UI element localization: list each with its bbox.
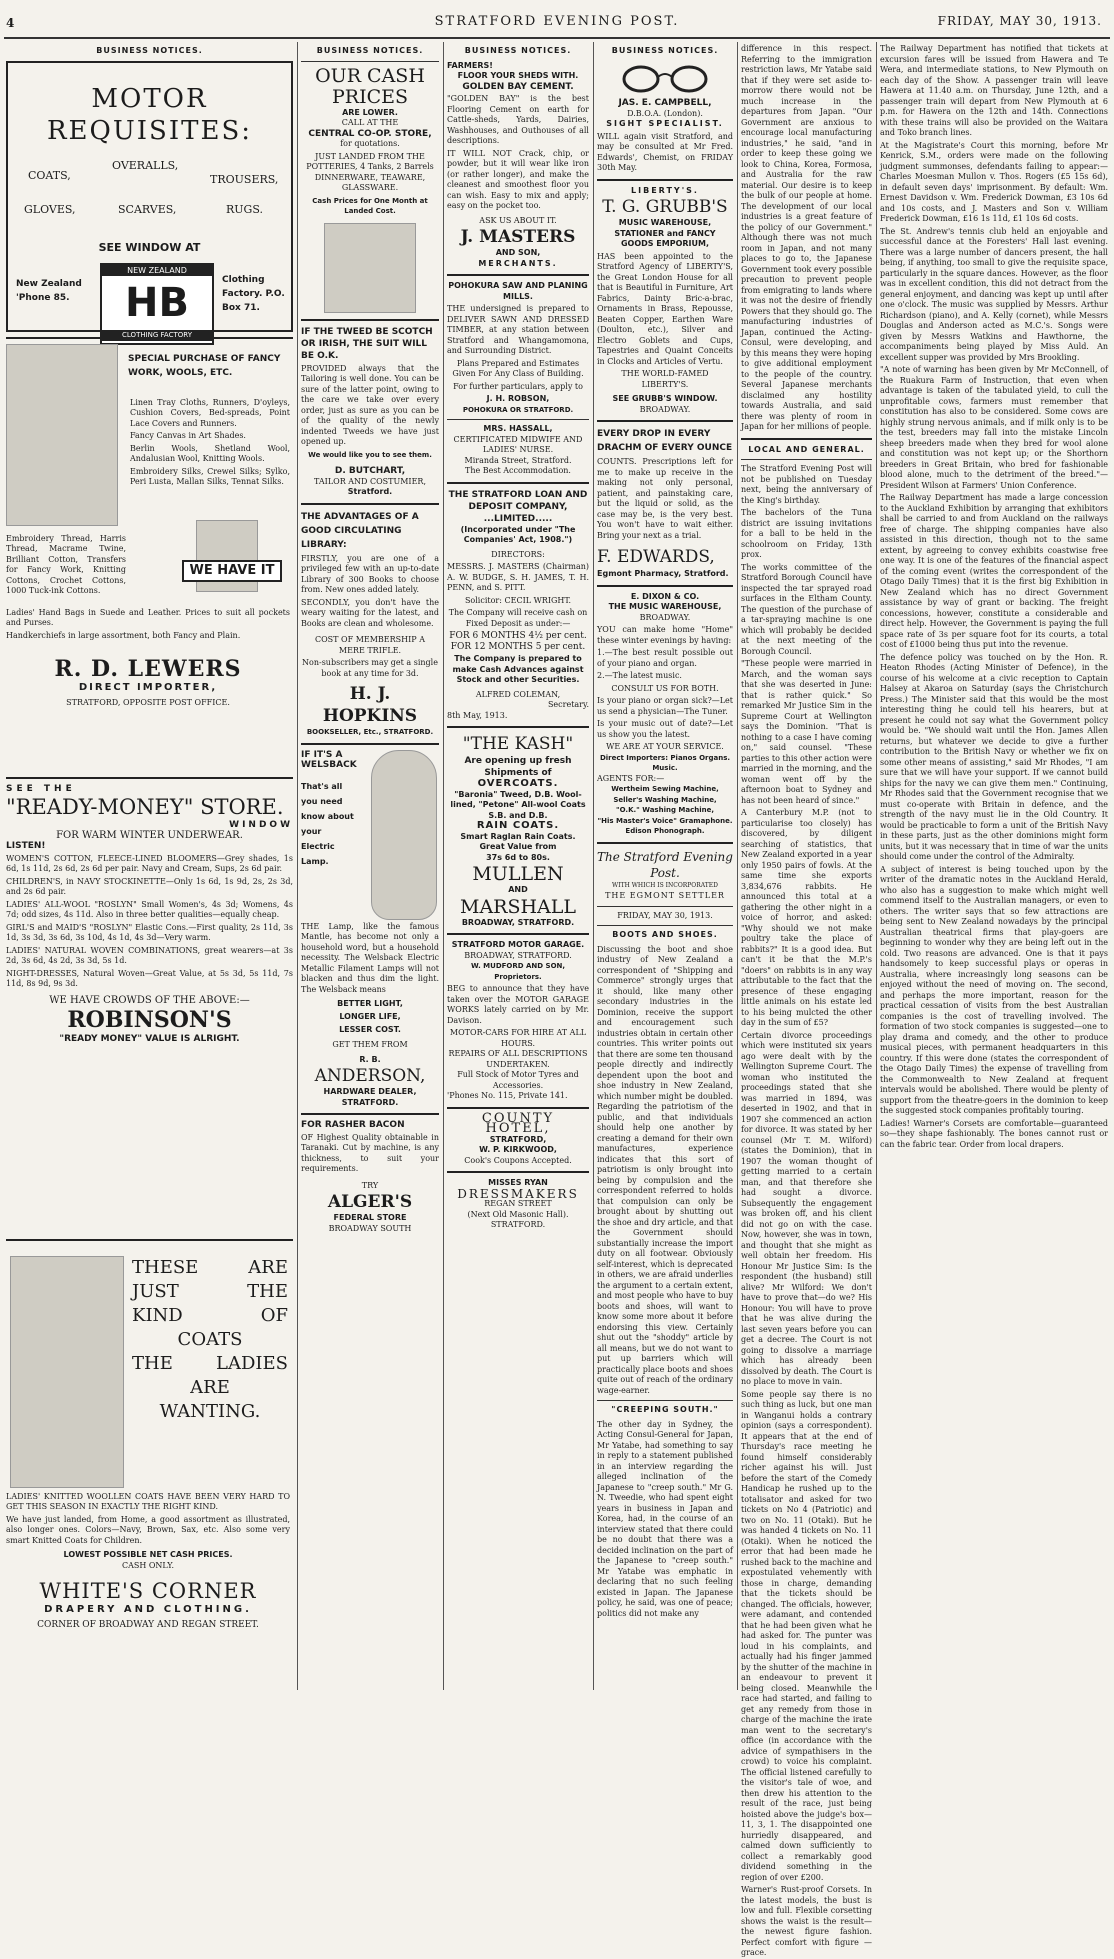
item: Embroidery Thread, Harris Thread, Macrame Twine, Brilliant Cotton, Transfers for Fancy Work, Knitting Cottons, Crochet Cottons, 1000 Tuck-ink Cottons. [6,533,126,595]
line: REGAN STREET [484,1199,552,1208]
text: Is your music out of date?—Let us show you the latest. [597,719,733,739]
news-item: The works committee of the Stratford Borough Council have inspected the tar sprayed road surfaces in the Eltham County. The question of the purchase of a tar-spraying machine is one which will probably be decided at the next meeting of the Borough Council. [741,562,872,656]
see-the: SEE THE [6,783,76,794]
merchant-name: R. D. LEWERS [54,656,242,682]
text: FIRSTLY, you are one of a privileged few with an up-to-date Library of 300 Books to choose from. New ones added lately. [301,553,439,594]
coat-word: KIND [132,1304,183,1326]
text: 1.—The best result possible out of your piano and organ. [597,648,733,668]
news-item: A Canterbury M.P. (not to particularise too closely) has discovered, by diligent searching of statistics, that New Zealand exported in a year only 1950 pairs of fowls. At the same time she exports 3,834,676 rabbits. He announced this total at a gathering the other night in a voice of horror, and asked: "Why should we not make poultry take the place of rabbits?" It is a good idea. But can't it be that the M.P.'s "doers" on rabbits is in any way attributable to the fact that the presence of these engaging little animals on his estate led to his being mulcted the other day in the sum of £5? [741,808,872,1027]
header-rule [4,37,1110,39]
line: CENTRAL CO-OP. STORE, [308,128,432,139]
line: AND SON, [495,248,541,257]
line: Full Stock of Motor Tyres and Accessories. [457,1070,579,1090]
line: POHOKURA OR STRATFORD. [462,405,574,414]
column-5 [741,42,872,1957]
line: ARE LOWER. [342,107,398,117]
line: AND [508,885,528,894]
news-item: Certain divorce proceedings which were instituted six years ago were dealt with by the Wellington Supreme Court. The woman who instituted the proceedings stated that she was married in 1894, was deserted in 1902, and that in 1907 she commenced an action for divorce. It was stated by her counsel (Mr T. M. Wilford) (states the Dominion), that in 1907 the woman thought of getting married to a certain man, and that therefore she had sought a divorce. Subsequently the engagement was broken off, and his client did not go on with the case. Now, however, she was in town, and thought that she might as well obtain her freedom. His Honour Mr Justice Sim: Is the respondent (the husband) still alive? Mr Wilford: We don't have to prove that—do we? His Honour: You will have to prove that he was alive during the last seven years before you can get a decree. The Court is not going to dissolve a marriage which has already been dissolved by death. The Court is no place to move in vain. [741,1030,872,1386]
ad-county-hotel [447,1110,589,1167]
ad-the-kash [447,733,589,928]
merchant-name: ROBINSON'S [67,1007,232,1033]
news-item: "A note of warning has been given by Mr McConnell, of the Ruakura Farm of Instruction, that even when advantage is taken of the tabulated yield, to cull the unprofitable cows, farmers must remember that constitution has also to be considered. Some cows are highly strung nervous animals, and if milk only is to be the test, breeders may fall into the mistake Lincoln sheep breeders made when they bred for wool alone and constitution was not kept up; or the Shorthorn breeders in Great Britain, who bred for fashionable blood alone, much to the detriment of the breed."—President Wilson at Farmers' Union Conference. [880,365,1108,490]
item: WOMEN'S COTTON, FLEECE-LINED BLOOMERS—Grey shades, 1s 6d, 1s 11d, 2s 6d, 2s 6d per pair. Navy and Cream, Sups, 2s 6d pair. [6,853,293,873]
rate-line: FOR 6 MONTHS 4½ per cent. [449,631,587,641]
illustration-lady-coat [10,1256,124,1488]
line: DIRECTORS: [491,549,545,559]
page-number: 4 [6,16,15,30]
merchant-name: COUNTY HOTEL, [481,1110,555,1136]
news-item: The bachelors of the Tuna district are issuing invitations for a ball to be held in the schoolroom on Friday, 13th prox. [741,508,872,559]
listen: LISTEN! [6,841,46,851]
masthead-date: FRIDAY, MAY 30, 1913. [617,910,713,920]
line: MERCHANTS. [478,258,558,268]
column-1 [6,42,293,1690]
coat-word: LADIES [216,1352,288,1374]
box-text: Clothing Factory. P.O. Box 71. [222,275,285,313]
merchant-name: MARSHALL [459,895,577,918]
merchant-name: JAS. E. CAMPBELL, [618,98,712,108]
text: COUNTS. Prescriptions left for me to make up receive in the making not only personal, patient, and painstaking care, but the liquid or solid, as the case may be, is the very best. You won't have to wait either. Bring your next as a trial. [597,457,733,540]
item: GLOVES, [24,202,76,216]
line: AGENTS FOR:— [597,773,665,783]
coat-word: THESE [132,1256,199,1278]
issue-date: FRIDAY, MAY 30, 1913. [937,14,1102,28]
line: FARMERS! [447,60,493,70]
ad-heading: STRATFORD MOTOR GARAGE. [451,940,585,949]
ad-hassall [447,424,589,477]
masthead [597,849,733,927]
line: FLOOR YOUR SHEDS WITH. [457,71,579,80]
line: Cash Prices for One Month at Landed Cost. [312,196,428,215]
ad-heading: EVERY DROP IN EVERY DRACHM OF EVERY OUNCE [597,429,733,453]
hb-logo [100,263,214,345]
line: STRATFORD. [490,1220,546,1229]
merchant-name: F. EDWARDS, [597,547,715,567]
coat-word: JUST [132,1280,179,1302]
illustration-lady-hat [6,344,118,526]
store-title: "READY-MONEY" STORE. [6,795,284,819]
news-item: "These people were married in March, and the woman says that she was deserted in June: that is rather quick." So remarked Mr Justice Sim in the Supreme Court at Wellington says the Dominion. "That is nothing to a case I have coming on," said counsel. "These parties to this other action were married in the morning, and the woman went off by the afternoon boat to Sydney and has not been heard of since." [741,659,872,805]
ad-grubb [597,186,733,416]
article-text: difference in this respect. Referring to the immigration restriction laws, Mr Yatabe said that if they were set aside to-morrow there would not be much increase in the departures from Japan. "Our Government are anxious to encourage local manufacturing industries," he said, "and in order to keep these going we look to China, Korea, Formosa, and Australia for the raw material. Our desire is to keep the bulk of our people at home. The development of our local industries is a great feature of the policy of our Government." Although there was not much room in Japan, and not many places to go to, the Japanese Government took every possible precaution to prevent people from emigrating to lands where it was not the desire of friendly Powers that they should go. The manufacturing industries of Japan, continued the Acting-Consul, were developing, and by this means they were hoping to give additional employment to the people of the country. Several Japanese merchants disclaimed any hostility towards Australia, and said there was plenty of room in Japan for her millions of people. [741,44,872,431]
ad-dixon [597,592,733,837]
merchant-name: E. DIXON & CO. [630,591,700,601]
merchant-address: STRATFORD, OPPOSITE POST OFFICE. [66,697,230,707]
line: REPAIRS OF ALL DESCRIPTIONS UNDERTAKEN. [448,1049,588,1069]
line: Are opening up fresh Shipments of [464,756,572,778]
line: 37s 6d to 80s. [486,852,550,862]
news-item: Warner's Rust-proof Corsets. In the latest models, the bust is low and full. Flexible corsetting shows the waist is the result—the newest figure fashion. Perfect comfort with figure —grace. [741,1885,872,1957]
illustration-lamp [371,750,437,920]
merchant-name: WHITE'S CORNER [39,1579,257,1603]
item: Handkerchiefs in large assortment, both Fancy and Plain. [6,630,241,640]
article-heading: BOOTS AND SHOES. [612,930,718,939]
line: IF IT'S A [301,749,343,760]
line: STRATFORD. [341,1097,399,1107]
line: COST OF MEMBERSHIP A MERE TRIFLE. [315,635,425,655]
news-item: A subject of interest is being touched upon by the writer of the dramatic notes in the Auckland Herald, who also has a suggestion to make which might well commend itself to the Australian managers, or even to others. The writer says that so few attractions are being sent to New Zealand nowadays by the principal Australian theatrical firms that play-goers are beginning to wonder why they are being left out in the cold. Two reasons are advanced. One is that it pays handsomely to keep successful plays or operas in Australia, where increasingly long seasons can be enjoyed without the need of moving on. The second, and perhaps the more important, reason for the practical cessation of visits from the best Australian companies is the cost of travelling involved. The formation of two stock companies is suggested—one to play drama and comedy, and the other to produce musical pieces, with permanent headquarters in this country. If this were done (states the correspondent of the Otago Daily Times) the expense of travelling from the Commonwealth to New Zealand at frequent intervals would be abolished. There would be plenty of support from the theatre-goers in the dominion to keep the suggested stock companies profitably touring. [880,864,1108,1115]
coat-word: COATS [177,1328,243,1350]
item: SCARVES, [118,202,177,216]
merchant-name: ALGER'S [327,1192,413,1212]
item: LADIES' ALL-WOOL "ROSLYN" Small Women's, 4s 3d; Womens, 4s 7d; odd sizes, 4s 11d. Also in three better qualities—equally cheap. [6,899,293,919]
masthead-title: The Stratford Evening Post. [597,849,733,880]
line: Smart Raglan Rain Coats. [460,831,576,841]
column-divider [593,42,594,1690]
line: "Baronia" Tweed, D.B. Wool-lined, "Petone" All-wool Coats S.B. and D.B. [450,789,586,820]
item: Berlin Wools, Shetland Wool, Andalusian Wool, Knitting Wools. [130,443,290,463]
line: LESSER COST. [339,1025,401,1034]
for-warm: FOR WARM WINTER UNDERWEAR. [56,829,243,841]
line: BOOKSELLER, Etc., STRATFORD. [306,728,434,736]
section-heading: BUSINESS NOTICES. [611,46,719,55]
column-divider [297,42,298,1690]
item: Linen Tray Cloths, Runners, D'oyleys, Cushion Covers, Bed-spreads, Point Lace Covers and Runners. [130,397,290,428]
line: ALFRED COLEMAN, [475,689,561,699]
text: THE Lamp, like the famous Mantle, has become not only a household word, but a household necessity. The Welsback Electric Metallic Filament Lamps will not blacken and thus dim the light. The Welsback means [301,921,439,994]
coat-word: OF [260,1304,288,1326]
line: BROADWAY. [639,404,691,414]
line: RAIN COATS. [476,820,560,831]
ad-heading: THE ADVANTAGES OF A GOOD CIRCULATING LIBRARY: [301,511,419,550]
line: For further particulars, apply to [453,381,583,391]
line: Plans Prepared and Estimates Given For Any Class of Building. [452,358,584,378]
merchant-name: J. MASTERS [460,227,576,247]
text: IT WILL NOT Crack, chip, or powder, but it will wear like iron (or rather longer), and make the cleanest and smoothest floor you can wish. Easy to mix and apply; easy on the pocket too. [447,148,589,210]
ad-title: OUR CASH PRICES [315,64,425,108]
line: The Company is prepared to make Cash Advances against Stock and other Securities. [452,654,584,684]
spectacles-icon [597,61,733,95]
text: 2.—The latest music. [597,671,682,680]
line: W. MUDFORD AND SON, Proprietors. [470,962,566,981]
coat-word: ARE [190,1376,230,1398]
line: LONGER LIFE, [339,1012,401,1021]
coat-word: ARE [248,1256,288,1278]
line: CALL AT THE [341,118,399,127]
item: COATS, [28,168,71,182]
ad-title: "THE KASH" [462,734,574,754]
rate-line: FOR 12 MONTHS 5 per cent. [450,641,586,652]
article-heading: "CREEPING SOUTH." [611,1405,719,1414]
ad-heading: IF THE TWEED BE SCOTCH OR IRISH, THE SUIT WILL BE O.K. [301,326,433,361]
line: Cook's Coupons Accepted. [464,1155,572,1165]
item: Fancy Canvas in Art Shades. [130,431,246,440]
line: BETTER LIGHT, [337,999,403,1008]
illustration-pram [324,223,416,313]
news-item: The Railway Department has notified that tickets at excursion fares will be issued from Hawera and Te Wera, and intermediate stations, to New Plymouth on each day of the Show. A passenger train will leave Hawera at 11.40 a.m. on Thursday, June 12th, and a passenger train will depart from New Plymouth at 6 p.m. for Hawera on the 12th and 14th. Connections with these trains will also be provided on the Waitara and Toko branch lines. [880,44,1108,137]
text: PROVIDED always that the Tailoring is well done. You can be sure of the latter point, owing to the care we take over every order, just as sure as you can be of the quality of the newly indented Tweeds we have just opened up. [301,363,439,446]
line: SIGHT SPECIALIST. [606,119,724,128]
item: Embroidery Silks, Crewel Silks; Sylko, Peri Lusta, Mallan Silks, Tennat Silks. [130,466,290,486]
article-text: Discussing the boot and shoe industry of New Zealand a correspondent of "Shipping and Commerce" strongly urges that it should, like many other secondary industries in the Dominion, receive the support and encouragement such industries obtain in certain other countries. This writer points out that there are some ten thousand people directly and indirectly dependent upon the boot and shoe industry in New Zealand, which number might be doubled. Regarding the patriotism of the public, and that individuals should help one another by creating a demand for their own manufactures, experience indicates that this sort of patriotism is only brought into being by compulsion and the correspondent referred to holds that compulsion can only be brought about by shutting out the shoe and dry article, and that the Government should substantially increase the import duty on all footwear. Obviously self-interest, which is deprecated in others, we are afraid underlies the argument to a certain extent, and most people who have to buy boots and shoes, will want to know some more about it before endorsing this view. Certainly shut out the "shoddy" article by all means, but we do not want to put up barriers which will practically place boots and shoes quite out of reach of the ordinary wage-earner. [597,944,733,1395]
line: Egmont Pharmacy, Stratford. [597,569,729,578]
line: The Best Accommodation. [465,466,571,475]
agent-item: "O.K." Washing Machine, [615,806,715,814]
text: HAS been appointed to the Stratford Agency of LIBERTY'S, the Great London House for all that is Beautiful in Furniture, Art Fabrics, Dainty Bric-a-brac, Ornaments in Brass, Repousse, Beaten Copper, Earthen Ware (Doulton, etc.), Silver and Electro Goblets and Cups, Tapestries and Quaint Conceits in Clocks and Articles of Vertu. [597,251,733,366]
line: Stratford. [347,487,393,496]
line: DRESSMAKERS [457,1186,579,1201]
column-3 [447,42,589,1690]
line: BROADWAY SOUTH [328,1223,412,1233]
text: SECONDLY, you don't have the weary waiting for the latest, and Books are clean and wholesome. [301,597,439,628]
ad-fancy-work [6,344,293,772]
ad-heading: SPECIAL PURCHASE OF FANCY WORK, WOOLS, ETC. [128,353,281,378]
line: MOTOR-CARS FOR HIRE AT ALL HOURS. [449,1028,587,1048]
merchant-name: D. BUTCHART, [334,466,406,476]
section-heading: BUSINESS NOTICES. [96,46,203,55]
text: WILL again visit Stratford, and may be consulted at Mr Fred. Edwards', Chemist, on FRIDAY 30th May. [597,131,733,172]
section-heading: BUSINESS NOTICES. [316,46,424,55]
ad-campbell [597,61,733,174]
ad-misses-ryan [447,1178,589,1231]
merchant-address: CORNER OF BROADWAY AND REGAN STREET. [37,1619,259,1630]
ad-hopkins [301,510,439,738]
line: WELSBACK [301,760,357,770]
article-text: The other day in Sydney, the Acting Consul-General for Japan, Mr Yatabe, had something to say in reply to a statement published in an interview regarding the alleged inclination of the Japanese to "creep south." Mr G. N. Tweedie, who had spent eight years in business in Japan and Korea, had, in the course of an interview stated that there could be no doubt that there was a decided inclination on the part of the Japanese to "creep south." Mr Yatabe was emphatic in declaring that no such feeling existed in Japan. The Japanese policy, he said, was one of peace; politics did not make any [597,1419,733,1618]
coat-word: WANTING. [159,1400,261,1422]
line: Secretary. [547,700,589,709]
line: CERTIFICATED MIDWIFE AND LADIES' NURSE. [453,434,583,454]
agent-item: Wertheim Sewing Machine, [611,785,719,793]
line: R. B. [359,1054,381,1064]
coat-word: THE [132,1352,173,1374]
line: Non-subscribers may get a single book at any time for 3d. [302,658,438,678]
line: STATIONER and FANCY GOODS EMPORIUM, [614,228,716,248]
news-item: The St. Andrew's tennis club held an enjoyable and successful dance at the Foresters' Hall last evening. There was a large number of dancers present, the hall being, if anything, too small to give the requisite space, particularly in the square dances. However, as the floor was in excellent condition, this did not detract from the general enjoyment, and dancing was kept up until after one o'clock. The music was supplied by Messrs. Arthur Richardson (piano), and A. Kelly (cornet), while Messrs Douglas and Anderson acted as M.C.'s. Songs were given by Messrs Watkins and Hawthorne, the accompaniments being played by Miss Auld. An excellent supper was provided by Mrs Brookling. [880,226,1108,362]
line: STRATFORD, [489,1134,547,1144]
line: (Next Old Masonic Hall). [467,1209,569,1219]
merchant-name: T. G. GRUBB'S [602,197,728,217]
item: NIGHT-DRESSES, Natural Woven—Great Value, at 5s 3d, 5s 11d, 7s 11d, 8s 9d, 9s 3d. [6,968,293,988]
ad-central-coop [301,66,439,313]
ad-title: MOTOR REQUISITES: [46,83,253,146]
column-divider [443,42,444,1690]
merchant-name: MULLEN [472,863,564,885]
text: "GOLDEN BAY" is the best Flooring Cement on earth for Cattle-sheds, Yards, Dairies, Washhouses, and Outhouses of all descriptions. [447,94,589,145]
line: HARDWARE DEALER, [323,1087,417,1096]
article-boots [597,930,733,1396]
line: MUSIC WAREHOUSE, [618,218,712,227]
ad-motor-requisites [6,61,293,339]
ad-heading: FOR RASHER BACON [301,1120,405,1130]
line: (Incorporated under "The Companies' Act, 1908.") [460,524,576,544]
news-item: At the Magistrate's Court this morning, before Mr Kenrick, S.M., orders were made on the following judgment summonses, defendants failing to appear:—Charles Moesman Mullon v. Thos. Rogers (£5 15s 6d), in default seven days' imprisonment. By default: Wm. Ernest Davidson v. Wm. Frederick Dowman, £3 10s 6d and 10s costs, and J. Masters and Son v. William Frederick Dowman, £16 1s 11d, £1 10s 6d costs. [880,140,1108,223]
news-item: The Railway Department has made a large concession to the Auckland Exhibition by arranging that exhibitors shall be carried to and from Auckland on the railways free of charge. The shipping companies have also assisted in this direction, though not to the same extent, by agreeing to convey exhibits coastwise free one way. It is one of the features of the financial aspect of the coming event (writes the correspondent of the Otago Daily Times) that it is the first big Exhibition in New Zealand which has no direct Government assistance by way of grant or backing. The freight concessions, however, constitute a considerable and direct help. However, the Government is paying the full space rate of 3s per square foot for its courts, a total cost of £1000 being thus put into the revenue. [880,493,1108,649]
line: The Company will receive cash on Fixed Deposit as under:— [448,608,588,628]
news-item: Ladies! Warner's Corsets are comfortable—guaranteed so—they shape fashionably. The bones cannot rust or can the fabric tear. Order from local drapers. [880,1118,1108,1149]
ad-pohokura [447,281,589,415]
item: CHILDREN'S, in NAVY STOCKINETTE—Only 1s 6d, 1s 9d, 2s, 2s 3d, and 2s 6d pair. [6,876,293,896]
merchant-sub: DRAPERY AND CLOTHING. [44,1604,252,1615]
line: We would like you to see them. [308,450,432,459]
news-item: Some people say there is no such thing as luck, but one man in Wanganui holds a contrary opinion (says a correspondent). It appears that at the end of Thursday's race meeting he found himself considerably richer against his will. Just before the start of the Comedy Handicap he rushed up to the totalisator and asked for two tickets on No 4 (Patriotic) and two on No. 11 (Otaki). But he was handed 4 tickets on No. 11 (Otaki). When he noticed the error that had been made he rushed back to the machine and expostulated vehemently with those in charge, demanding that the tickets should be changed. The officials, however, were adamant, and contended that he had been given what he had asked for. The punter was loud in his complaints, and actually had his finger jammed by the shutter of the machine in an endeavour to prevent it being closed. Meanwhile the race had started, and failing to get any remedy from those in charge of the machine the irate man went to the secretary's office (in accordance with the advice of sympathisers in the crowd) to voice his complaint. The official listened carefully to the visitor's tale of woe, and then drew his attention to the result of the race, just being hoisted above the judge's box—11, 3, 1. The disappointed one hurriedly disappeared, and calmed down sufficiently to collect a remarkably good dividend something in the region of over £200. [741,1389,872,1882]
line: D.B.O.A. (London). [627,108,703,118]
ad-welsback [301,750,439,1109]
page-header [0,0,1114,30]
line: BROADWAY, STRATFORD. [461,917,575,927]
see-window: SEE WINDOW AT [98,240,201,254]
agent-item: Seller's Washing Machine, [613,795,717,804]
line: SEE GRUBB'S WINDOW. [612,394,718,403]
merchant-name: MISSES RYAN [488,1178,548,1187]
column-divider [876,42,877,1690]
coat-word: THE [247,1280,288,1302]
item: RUGS. [226,202,263,216]
logo-top-text: NEW ZEALAND [102,265,212,276]
line: 8th May, 1913. [447,710,508,720]
line: Solicitor: CECIL WRIGHT. [464,595,572,605]
masthead-sub: WITH WHICH IS INCORPORATED [612,881,718,889]
line: BROADWAY, STRATFORD. [464,950,572,960]
line: JUST LANDED FROM THE POTTERIES, 4 Tanks, 2 Barrels DINNERWARE, TEAWARE, GLASSWARE. [306,151,434,192]
ad-heading: THE STRATFORD LOAN AND DEPOSIT COMPANY, ...LIMITED..... [448,489,588,524]
article-heading: LOCAL AND GENERAL. [748,444,865,454]
line: WE ARE AT YOUR SERVICE. [606,742,724,751]
item: Ladies' Hand Bags in Suede and Leather. Prices to suit all pockets and Purses. [6,607,290,627]
crowds: WE HAVE CROWDS OF THE ABOVE:— [49,994,250,1006]
line: Miranda Street, Stratford. [464,455,572,465]
ad-golden-bay [447,61,589,270]
line: GET THEM FROM [332,1040,408,1049]
item: TROUSERS, [210,172,279,186]
logo-bottom-text: CLOTHING FACTORY [102,330,212,341]
ad-whites-corner [6,1246,293,1646]
column-4 [597,42,733,1690]
cash-only: CASH ONLY. [121,1560,175,1570]
line: TAILOR AND COSTUMIER, [313,476,426,486]
ad-butchart [301,326,439,498]
value-line: "READY MONEY" VALUE IS ALRIGHT. [59,1034,240,1044]
masthead-sub: THE EGMONT SETTLER [605,891,725,900]
text: OF Highest Quality obtainable in Taranaki. Cut by machine, is any thickness, to suit your requirements. [301,1132,439,1173]
section-heading: BUSINESS NOTICES. [464,46,572,55]
line: BROADWAY. [639,612,691,622]
text: Is your piano or organ sick?—Let us send a physician—The Tuner. [597,696,733,716]
column-6 [880,42,1108,1690]
merchant-name: ANDERSON, [314,1066,426,1086]
window: WINDOW [229,820,293,830]
line: ASK US ABOUT IT. [479,215,557,225]
ad-algers [301,1120,439,1234]
logo-letters: HB [125,280,189,326]
text: BEG to announce that they have taken over the MOTOR GARAGE WORKS lately carried on by Mr. Davison. [447,984,589,1025]
ad-motor-garage [447,940,589,1102]
line: Great Value from [479,842,557,851]
ad-ready-money [6,784,293,1234]
text: YOU can make home "Home" these winter evenings by having: [597,625,733,645]
text: THE undersigned is prepared to DELIVER SAWN AND DRESSED TIMBER, at any station between Stratford and Whangamomona, and Surrounding District. [447,304,589,355]
we-have-it-sign: WE HAVE IT [182,560,282,582]
line: LIBERTY'S. [631,185,699,195]
line: Direct Importers: Pianos Organs. Music. [599,753,731,772]
ad-heading: POHOKURA SAW AND PLANING MILLS. [448,281,588,301]
line: THE MUSIC WAREHOUSE, [608,602,722,611]
phone-text: New Zealand 'Phone 85. [16,279,82,303]
line: OVERCOATS. [477,778,559,789]
item: GIRL'S and MAID'S "ROSLYN" Elastic Cons.—First quality, 2s 11d, 3s 1d, 3s 3d, 3s 6d, 3s 10d, 4s 1d, 4s 3d—Very warm. [6,922,293,942]
merchant-name: H. J. HOPKINS [322,684,418,726]
newspaper-title: STRATFORD EVENING POST. [434,14,680,29]
merchant-name: MRS. HASSALL, [483,424,553,433]
merchant-sub: DIRECT IMPORTER, [78,682,218,693]
article-creeping-south [597,1405,733,1619]
agent-item: "His Master's Voice" Gramaphone. [597,816,733,825]
line: THE WORLD-FAMED LIBERTY'S. [621,369,709,389]
column-2 [301,42,439,1690]
item: OVERALLS, [112,158,179,172]
price-line: LOWEST POSSIBLE NET CASH PRICES. [63,1550,233,1559]
item: LADIES' NATURAL WOVEN COMBINATIONS, great wearers—at 3s 2d, 3s 6d, 4s 2d, 3s 3d, 5s 1d. [6,945,293,965]
news-item: The defence policy was touched on by the Hon. R. Heaton Rhodes (Acting Minister of Defence), in the course of his welcome at a civic reception to Captain Halsey at Akaroa on Saturday (says the Christchurch Press.) The Minister said that this would be the most interesting thing he could tell his hearers, but at present he could not say what the Government policy would be. "We should wait until the Hon. James Allen returns, but whatever we decide to give a further contribution to the British Navy or whether we fix on some other means of assisting," said Mr Rhodes, "I am sure that we will have your support. If we cannot build ships for the navy we can give them men." Continuing, Mr Rhodes said that the Government recognise that we must co-operate with Britain in defence, and the strength of the navy must lie in the Old Country. It would be practicable to form a unit of the British Navy in these parts, just as the other dominions might form units, but it was necessary that in time of war the units should come under the control of the Admiralty. [880,652,1108,861]
line: for quotations. [340,139,400,148]
text: MESSRS. J. MASTERS (Chairman) A. W. BUDGE, S. H. JAMES, T. H. PENN, and S. PITT. [447,562,589,592]
line: FEDERAL STORE [333,1213,407,1222]
line: That's all you need know about your Electric Lamp. [301,781,354,866]
line: GOLDEN BAY CEMENT. [462,81,574,92]
line: W. P. KIRKWOOD, [479,1145,557,1154]
line: CONSULT US FOR BOTH. [611,683,719,693]
ad-loan-company [447,489,589,722]
merchant-name: J. H. ROBSON, [486,394,550,403]
ad-edwards [597,427,733,580]
line: 'Phones No. 115, Private 141. [447,1091,568,1100]
agent-item: Edison Phonograph. [625,827,705,835]
text: We have just landed, from Home, a good assortment as illustrated, also longer ones. Colors—Navy, Brown, Sax, etc. Also some very smart Knitted Coats for Children. [6,1514,290,1545]
news-item: The Stratford Evening Post will not be published on Tuesday next, being the anniversary of the King's birthday. [741,464,872,505]
column-divider [737,42,738,1690]
text: LADIES' KNITTED WOOLLEN COATS HAVE BEEN VERY HARD TO GET THIS SEASON IN EXACTLY THE RIGHT KIND. [6,1491,290,1511]
line: TRY [361,1180,379,1190]
